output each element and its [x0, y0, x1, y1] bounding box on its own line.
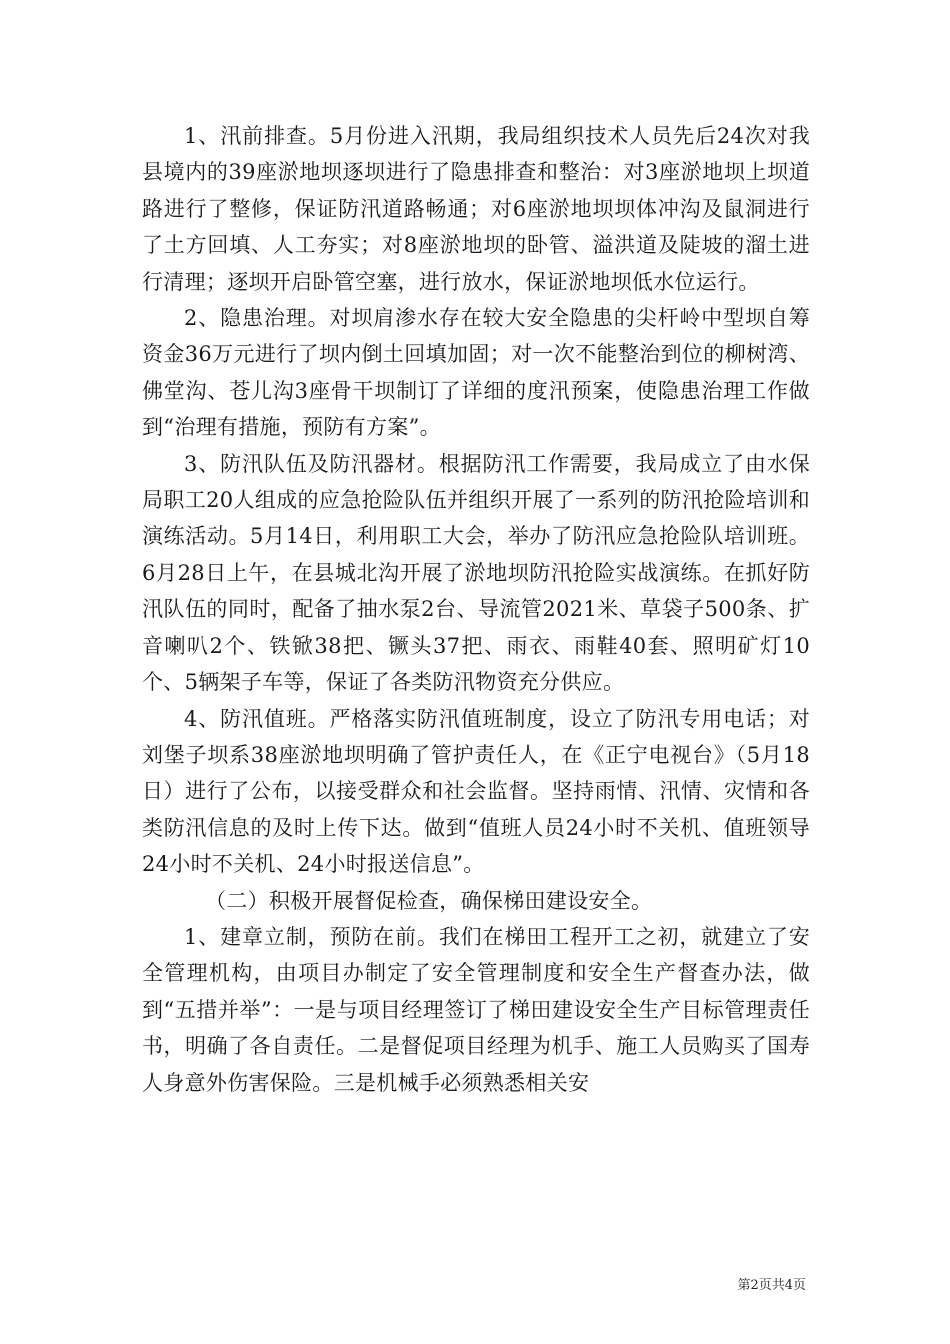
document-body: [142, 118, 810, 1101]
paragraph-regulations: 1、建章立制，预防在前。我们在梯田工程开工之初，就建立了安全管理机构，由项目办制定了安全管理制度和安全生产督查办法，做到“五措并举”：一是与项目经理签订了梯田建设安全生产目标管理责任书，明确了各自责任。二是督促项目经理为机手、施工人员购买了国寿人身意外伤害保险。三是机械手必须熟悉相关安: [142, 924, 810, 1095]
section-heading-terrace-safety: （二）积极开展督促检查，确保梯田建设安全。: [205, 888, 653, 913]
paragraph-flood-duty: 4、防汛值班。严格落实防汛值班制度，设立了防汛专用电话；对刘堡子坝系38座淤地坝明确了管护责任人，在《正宁电视台》（5月18日）进行了公布，以接受群众和社会监督。坚持雨情、汛情、灾情和各类防汛信息的及时上传下达。做到“值班人员24小时不关机、值班领导24小时不关机、24小时报送信息”。: [142, 706, 810, 877]
paragraph-hazard-treatment: 2、隐患治理。对坝肩渗水存在较大安全隐患的尖杆岭中型坝自筹资金36万元进行了坝内倒土回填加固；对一次不能整治到位的柳树湾、佛堂沟、苍儿沟3座骨干坝制订了详细的度汛预案，使隐患治理工作做到“治理有措施，预防有方案”。: [142, 306, 810, 440]
paragraph-flood-team-equipment: 3、防汛队伍及防汛器材。根据防汛工作需要，我局成立了由水保局职工20人组成的应急抢险队伍并组织开展了一系列的防汛抢险培训和演练活动。5月14日，利用职工大会，举办了防汛应急抢险队培训班。6月28日上午，在县城北沟开展了淤地坝防汛抢险实战演练。在抓好防汛队伍的同时，配备了抽水泵2台、导流管2021米、草袋子500条、扩音喇叭2个、铁锨38把、镢头37把、雨衣、雨鞋40套、照明矿灯10个、5辆架子车等，保证了各类防汛物资充分供应。: [142, 451, 810, 695]
paragraph-flood-inspection: 1、汛前排查。5月份进入汛期，我局组织技术人员先后24次对我县境内的39座淤地坝逐坝进行了隐患排查和整治：对3座淤地坝上坝道路进行了整修，保证防汛道路畅通；对6座淤地坝坝体冲沟及鼠洞进行了土方回填、人工夯实；对8座淤地坝的卧管、溢洪道及陡坡的溜土进行清理；逐坝开启卧管空塞，进行放水，保证淤地坝低水位运行。: [142, 124, 810, 294]
page-number-footer: 第2页共4页: [737, 1278, 806, 1293]
